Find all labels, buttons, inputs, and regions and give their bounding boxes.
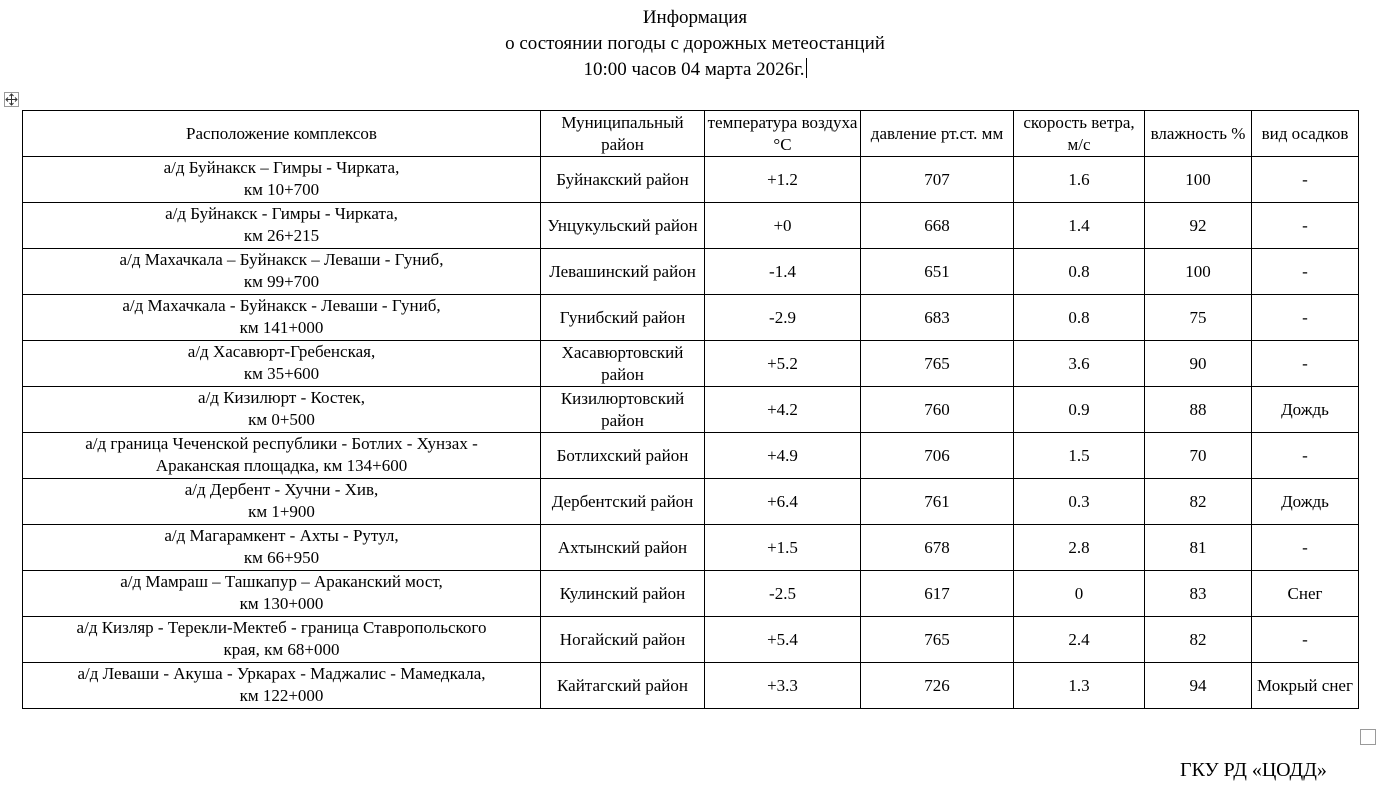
table-row: [23, 249, 1359, 295]
cell-district: Кулинский район: [541, 571, 705, 617]
cell-district: Гунибский район: [541, 295, 705, 341]
cell-humidity: 92: [1145, 203, 1252, 249]
cell-district: Кизилюртовский район: [541, 387, 705, 433]
cell-district: Левашинский район: [541, 249, 705, 295]
cell-wind: 0.3: [1014, 479, 1145, 525]
cell-pressure: 668: [861, 203, 1014, 249]
cell-location: [23, 433, 541, 479]
cell-district: Хасавюртовский район: [541, 341, 705, 387]
cell-wind: 3.6: [1014, 341, 1145, 387]
cell-pressure: 707: [861, 157, 1014, 203]
cell-location: [23, 157, 541, 203]
location-line-2: км 66+950: [243, 548, 320, 567]
cell-district: Унцукульский район: [541, 203, 705, 249]
location-line-2: км 130+000: [239, 594, 324, 613]
cell-location: [23, 525, 541, 571]
cell-pressure: 617: [861, 571, 1014, 617]
location-line-1: а/д Кизляр - Терекли-Мектеб - граница Ставропольского: [76, 618, 487, 637]
title-line-2: о состоянии погоды с дорожных метеостанций: [505, 33, 885, 54]
header-district: Муниципальный район: [541, 111, 705, 157]
location-line-1: а/д Дербент - Хучни - Хив,: [184, 480, 379, 499]
cell-wind: 1.4: [1014, 203, 1145, 249]
location-line-1: а/д Кизилюрт - Костек,: [198, 388, 365, 407]
cell-humidity: 100: [1145, 157, 1252, 203]
location-line-2: км 10+700: [243, 180, 320, 199]
cell-district: Ахтынский район: [541, 525, 705, 571]
cell-wind: 2.8: [1014, 525, 1145, 571]
cell-district: Кайтагский район: [541, 663, 705, 709]
location-line-1: а/д Мамраш – Ташкапур – Араканский мост,: [120, 572, 443, 591]
cell-pressure: 683: [861, 295, 1014, 341]
cell-temperature: +0: [705, 203, 861, 249]
cell-temperature: +3.3: [705, 663, 861, 709]
cell-wind: 1.5: [1014, 433, 1145, 479]
cell-district: Дербентский район: [541, 479, 705, 525]
cell-precip: Мокрый снег: [1252, 663, 1359, 709]
cell-precip: -: [1252, 433, 1359, 479]
table-row: [23, 433, 1359, 479]
footer-organization: ГКУ РД «ЦОДД»: [1180, 759, 1327, 781]
table-move-icon[interactable]: [4, 92, 19, 107]
cell-humidity: 88: [1145, 387, 1252, 433]
cell-temperature: +1.5: [705, 525, 861, 571]
header-temperature: температура воздуха °С: [705, 111, 861, 157]
header-pressure: [861, 111, 1014, 157]
cell-precip: -: [1252, 249, 1359, 295]
location-line-1: а/д Магарамкент - Ахты - Рутул,: [164, 526, 399, 545]
cell-temperature: -2.5: [705, 571, 861, 617]
header-pressure-text: давление рт.ст. мм: [870, 123, 1004, 143]
title-line-3-text: 10:00 часов 04 марта 2026г.: [583, 59, 805, 80]
cell-humidity: 100: [1145, 249, 1252, 295]
cell-temperature: -2.9: [705, 295, 861, 341]
cell-humidity: 81: [1145, 525, 1252, 571]
cell-temperature: +4.9: [705, 433, 861, 479]
cell-precip: Дождь: [1252, 479, 1359, 525]
header-humidity: влажность %: [1145, 111, 1252, 157]
cell-location: [23, 387, 541, 433]
location-line-2: км 122+000: [239, 686, 324, 705]
header-location: Расположение комплексов: [23, 111, 541, 157]
cell-district: Ногайский район: [541, 617, 705, 663]
cell-location: [23, 203, 541, 249]
location-line-1: а/д Махачкала – Буйнакск – Леваши - Гуниб,: [119, 250, 444, 269]
header-wind: скорость ветра, м/с: [1014, 111, 1145, 157]
cell-district: Ботлихский район: [541, 433, 705, 479]
cell-wind: 0.8: [1014, 295, 1145, 341]
text-cursor: [806, 58, 807, 78]
cell-pressure: 765: [861, 341, 1014, 387]
location-line-1: а/д Леваши - Акуша - Уркарах - Маджалис - Мамедкала,: [77, 664, 486, 683]
table-resize-icon[interactable]: [1360, 729, 1376, 745]
cell-district: Буйнакский район: [541, 157, 705, 203]
cell-wind: 0.8: [1014, 249, 1145, 295]
cell-location: [23, 663, 541, 709]
cell-location: [23, 479, 541, 525]
location-line-1: а/д граница Чеченской республики - Ботлих - Хунзах -: [85, 434, 478, 453]
title-line-3: [0, 57, 1383, 83]
location-line-2: км 26+215: [243, 226, 320, 245]
location-line-2: км 1+900: [248, 502, 315, 521]
cell-precip: -: [1252, 203, 1359, 249]
cell-temperature: +6.4: [705, 479, 861, 525]
location-line-2: км 0+500: [248, 410, 315, 429]
cell-location: [23, 617, 541, 663]
cell-humidity: 83: [1145, 571, 1252, 617]
location-line-1: а/д Буйнакск – Гимры - Чирката,: [163, 158, 400, 177]
document-title: [0, 5, 1383, 83]
table-row: [23, 479, 1359, 525]
cell-wind: 0.9: [1014, 387, 1145, 433]
table-row: [23, 663, 1359, 709]
location-line-1: а/д Буйнакск - Гимры - Чирката,: [165, 204, 398, 223]
cell-pressure: 761: [861, 479, 1014, 525]
cell-humidity: 75: [1145, 295, 1252, 341]
location-line-1: а/д Хасавюрт-Гребенская,: [187, 342, 376, 361]
location-line-2: км 99+700: [243, 272, 320, 291]
cell-wind: 0: [1014, 571, 1145, 617]
cell-humidity: 82: [1145, 479, 1252, 525]
table-row: [23, 295, 1359, 341]
cell-location: [23, 249, 541, 295]
cell-pressure: 651: [861, 249, 1014, 295]
cell-humidity: 82: [1145, 617, 1252, 663]
table-header-row: [23, 111, 1359, 157]
location-line-1: а/д Махачкала - Буйнакск - Леваши - Гуниб,: [122, 296, 441, 315]
header-precip: вид осадков: [1252, 111, 1359, 157]
cell-pressure: 678: [861, 525, 1014, 571]
cell-precip: -: [1252, 341, 1359, 387]
table-row: [23, 617, 1359, 663]
cell-precip: -: [1252, 157, 1359, 203]
cell-temperature: +4.2: [705, 387, 861, 433]
cell-humidity: 94: [1145, 663, 1252, 709]
cell-temperature: +5.2: [705, 341, 861, 387]
cell-pressure: 765: [861, 617, 1014, 663]
location-line-2: км 141+000: [239, 318, 324, 337]
table-row: [23, 387, 1359, 433]
cell-precip: -: [1252, 295, 1359, 341]
location-line-2: Араканская площадка, км 134+600: [155, 456, 408, 475]
cell-pressure: 726: [861, 663, 1014, 709]
location-line-2: км 35+600: [243, 364, 320, 383]
cell-wind: 1.3: [1014, 663, 1145, 709]
cell-humidity: 70: [1145, 433, 1252, 479]
cell-precip: -: [1252, 617, 1359, 663]
table-row: [23, 571, 1359, 617]
cell-location: [23, 295, 541, 341]
table-row: [23, 525, 1359, 571]
cell-humidity: 90: [1145, 341, 1252, 387]
cell-wind: 1.6: [1014, 157, 1145, 203]
weather-table: [22, 110, 1359, 709]
table-row: [23, 203, 1359, 249]
cell-location: [23, 341, 541, 387]
cell-temperature: +5.4: [705, 617, 861, 663]
cell-pressure: 760: [861, 387, 1014, 433]
location-line-2: края, км 68+000: [223, 640, 340, 659]
cell-wind: 2.4: [1014, 617, 1145, 663]
table-row: [23, 341, 1359, 387]
cell-temperature: +1.2: [705, 157, 861, 203]
cell-precip: Дождь: [1252, 387, 1359, 433]
title-line-1: Информация: [642, 7, 748, 28]
cell-location: [23, 571, 541, 617]
cell-precip: Снег: [1252, 571, 1359, 617]
cell-precip: -: [1252, 525, 1359, 571]
cell-pressure: 706: [861, 433, 1014, 479]
cell-temperature: -1.4: [705, 249, 861, 295]
table-row: [23, 157, 1359, 203]
